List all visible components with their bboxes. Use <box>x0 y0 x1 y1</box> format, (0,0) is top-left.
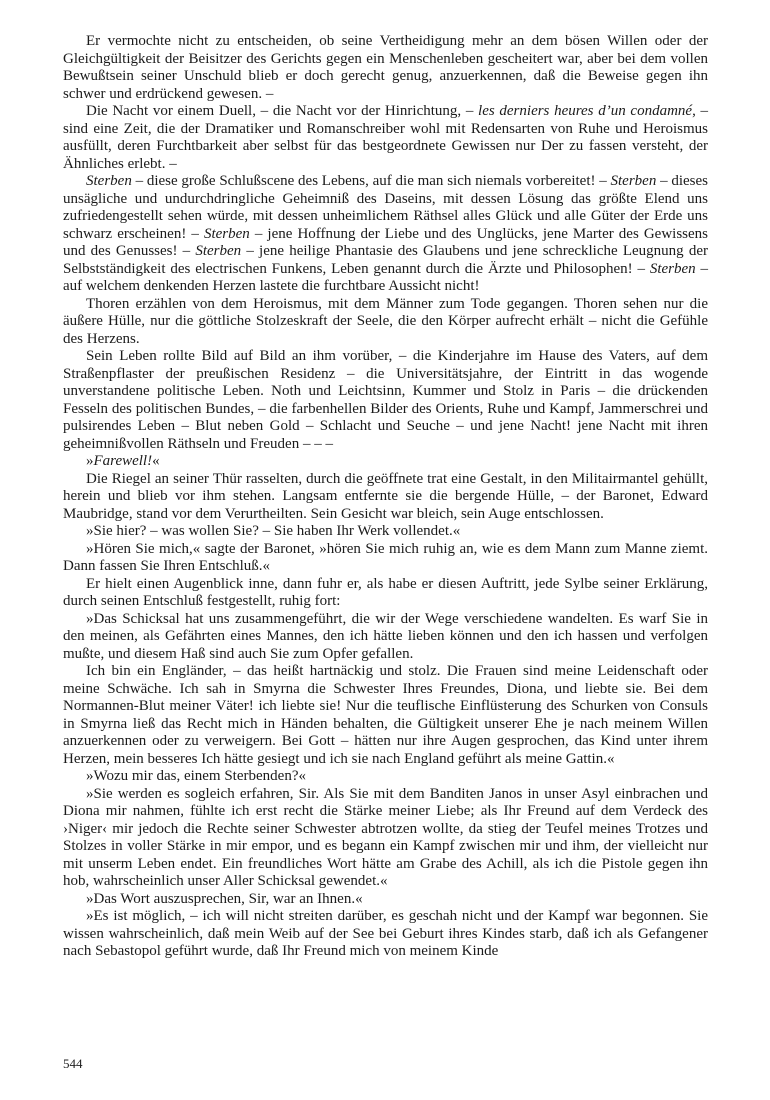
italic-text-run: Sterben <box>86 173 132 189</box>
paragraph <box>63 768 708 786</box>
text-run: – diese große Schlußscene des Lebens, auf die man sich niemals vorbereitet! – <box>131 173 611 189</box>
text-run: Er hielt einen Augenblick inne, dann fuhr er, als habe er diesen Auftritt, jede Sylbe seiner Erklärung, durch seinen Entschluß festgestellt, ruhig fort: <box>63 575 708 609</box>
text-run: « <box>152 453 160 469</box>
paragraph <box>63 523 708 541</box>
paragraph <box>63 786 708 891</box>
text-run: – jene heilige Phantasie des Glaubens und jene schreckliche Leugnung der Selbstständigkeit des electrischen Funkens, Leben genannt durch die Ärzte und Philosophen! – <box>63 243 708 277</box>
text-run: »Hören Sie mich,« sagte der Baronet, »hören Sie mich ruhig an, wie es dem Mann zum Manne ziemt. Dann fassen Sie Ihren Entschluß.« <box>63 540 708 574</box>
paragraph <box>63 173 708 296</box>
page-text <box>63 33 708 961</box>
text-run: »Sie werden es sogleich erfahren, Sir. Als Sie mit dem Banditen Janos in unser Asyl einbrachen und Diona mir nahmen, fühlte ich erst recht die Stärke meiner Liebe; als Ihr Freund auf dem Verdeck des ›Niger‹ mir jedoch die Rechte seiner Schwester abtrotzen wollte, da stieg der Teufel meines Trotzes und Stolzes in voller Stärke in mir empor, und es begann ein Kampf zwischen mir und ihm, der vielleicht nur mit unserm Leben endet. Ein freundliches Wort hätte am Grabe des Achill, als ich die Pistole gegen ihn hob, wahrscheinlich unser Aller Schicksal gewendet.« <box>63 785 708 889</box>
text-run: Sein Leben rollte Bild auf Bild an ihm vorüber, – die Kinderjahre im Hause des Vaters, auf dem Straßenpflaster der preußischen Residenz – die Universitätsjahre, der Eintritt in das wogende unverstandene politische Leben. Noth und Leichtsinn, Kummer und Stolz in Paris – die drückenden Fesseln des politischen Bundes, – die farbenhellen Bilder des Orients, Ruhe und Kampf, Jammerschrei und pulsirendes Leben – Blut neben Gold – Schlacht und Seuche – und jene Nacht! jene Nacht mit ihren geheimnißvollen Räthseln und Freuden – – – <box>63 348 708 452</box>
text-run: – jene Hoffnung der Liebe und des Unglücks, jene Marter des Gewissens und des Genusses! – <box>63 225 709 259</box>
paragraph <box>63 103 708 173</box>
text-run: Die Riegel an seiner Thür rasselten, durch die geöffnete trat eine Gestalt, in den Militairmantel gehüllt, herein und blieb vor ihm stehen. Langsam entfernte sie die bergende Hülle, – der Baronet, Edward Maubridge, stand vor dem Verurtheilten. Sein Gesicht war bleich, sein Auge entschlossen. <box>63 470 708 522</box>
italic-text-run: Sterben <box>610 173 657 189</box>
text-run: Ich bin ein Engländer, – das heißt hartnäckig und stolz. Die Frauen sind meine Leidenschaft oder meine Schwäche. Ich sah in Smyrna die Schwester Ihres Freundes, Diona, und liebte sie. Bei dem Normannen-Blut meiner Väter! ich liebte sie! Nur die teuflische Einflüsterung des Schurken von Consuls in Smyrna ließ das Recht mich in Händen behalten, die Gültigkeit unserer Ehe je nach meinem Willen anzuerkennen oder zu verweigern. Bei Gott – hätten nur ihre Augen gesprochen, das Kind unter ihrem Herzen, mein besseres Ich hätte gesiegt und ich sie nach England geführt als meine Gattin.« <box>63 663 708 767</box>
paragraph <box>63 908 708 961</box>
italic-text-run: Sterben <box>195 243 242 259</box>
italic-text-run: Farewell! <box>93 453 153 469</box>
italic-text-run: Sterben <box>203 225 250 242</box>
text-run: – auf welchem denkenden Herzen lastete die furchtbare Aussicht nicht! <box>63 260 709 294</box>
text-run: »Es ist möglich, – ich will nicht streiten darüber, es geschah nicht und der Kampf war begonnen. Sie wissen wahrscheinlich, daß mein Weib auf der See bei Geburt ihres Kindes starb, daß ich als Gefangener nach Sebastopol geführt wurde, daß Ihr Freund mich von meinem Kinde <box>63 908 708 959</box>
paragraph <box>63 33 708 103</box>
page-number: 544 <box>63 1056 83 1071</box>
text-run: , – sind eine Zeit, die der Dramatiker und Romanschreiber wohl mit Redensarten von Ruhe und Heroismus ausfüllt, deren Furchtbarkeit aber selbst für das bestgeordnete Gewissen nur Der zu fassen versteht, der Ähnliches erlebt. – <box>63 103 709 172</box>
paragraph <box>63 541 708 576</box>
paragraph <box>63 663 708 768</box>
paragraph <box>63 891 708 909</box>
text-run: Thoren erzählen von dem Heroismus, mit dem Männer zum Tode gegangen. Thoren sehen nur die äußere Hülle, nur die göttliche Stolzeskraft der Seele, die den Körper aufrecht erhält – nicht die Gefühle des Herzens. <box>63 295 708 347</box>
text-run: »Sie hier? – was wollen Sie? – Sie haben Ihr Werk vollendet.« <box>86 523 461 539</box>
paragraph <box>63 471 708 524</box>
text-run: – dieses unsägliche und undurchdringliche Geheimniß des Daseins, mit dessen Lösung das größte Elend uns zufriedengestellt sehen würde, mit dessen unheimlichem Räthsel alles Glück und alle Güter der Erde uns schwarz erscheinen! – <box>63 173 708 242</box>
paragraph <box>63 296 708 349</box>
paragraph <box>63 453 708 471</box>
paragraph <box>63 348 708 453</box>
text-run: » <box>86 453 94 469</box>
paragraph <box>63 576 708 611</box>
italic-text-run: les derniers heures d’un condamné <box>478 103 693 119</box>
text-run: »Das Schicksal hat uns zusammengeführt, die wir der Wege verschiedene wandelten. Es warf Sie in den meinen, als Gefährten eines Mannes, den ich hätte lieben können und den ich hassen und verfolgen mußte, und diesem Haß sind auch Sie zum Opfer gefallen. <box>63 610 708 662</box>
text-run: Die Nacht vor einem Duell, – die Nacht vor der Hinrichtung, – <box>86 103 479 119</box>
italic-text-run: Sterben <box>649 260 696 277</box>
text-run: »Das Wort auszusprechen, Sir, war an Ihnen.« <box>86 890 363 907</box>
paragraph <box>63 611 708 664</box>
text-run: Er vermochte nicht zu entscheiden, ob seine Vertheidigung mehr an dem bösen Willen oder der Gleichgültigkeit der Beisitzer des Gerichts gegen ein Menschenleben gescheitert war, aber bei dem vollen Bewußtsein seiner Unschuld blieb er doch gerecht genug, anzuerkennen, daß die Beweise gegen ihn schwer und erdrückend gewesen. – <box>63 33 708 102</box>
text-run: »Wozu mir das, einem Sterbenden?« <box>86 768 306 784</box>
